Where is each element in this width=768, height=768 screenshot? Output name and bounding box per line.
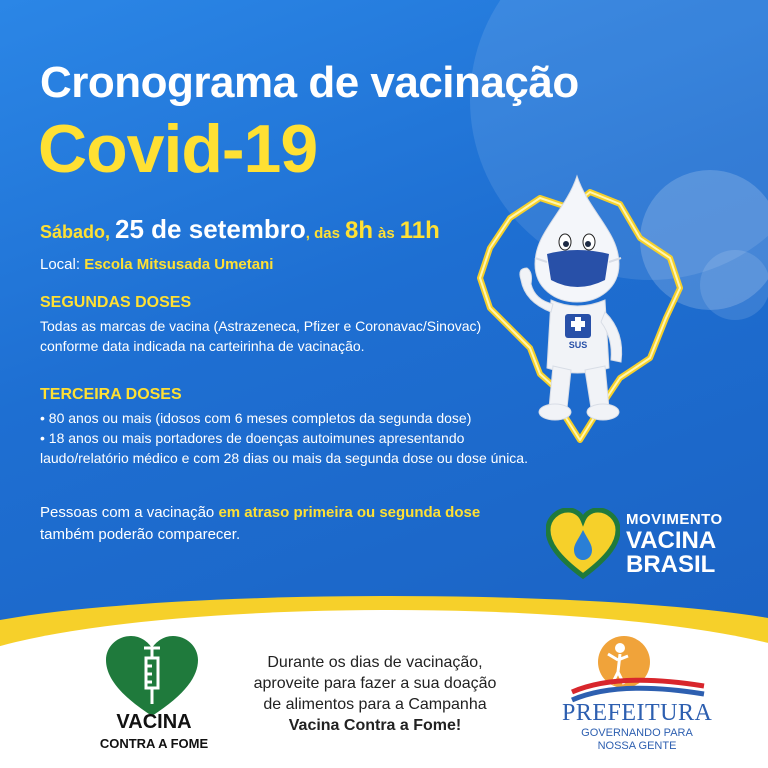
schedule-as: às [378,225,395,242]
donation-line: aproveite para fazer a sua doação [253,675,497,692]
schedule-location [40,256,273,273]
donation-line: de alimentos para a Campanha [263,696,487,713]
donation-campaign: Vacina Contra a Fome! [288,717,462,734]
donation-line: Durante os dias de vacinação, [267,654,483,671]
third-doses-line: • 18 anos ou mais portadores de doenças autoimunes apresentando [40,430,465,446]
headline-covid: Covid-19 [38,111,318,187]
schedule-end: 11h [399,217,440,244]
schedule-das: , das [305,225,340,242]
headline-title: Cronograma de vacinação [40,58,579,107]
third-doses-heading: TERCEIRA DOSES [40,386,182,403]
schedule-day: Sábado, [40,222,111,242]
schedule-start: 8h [344,217,373,244]
late-note-line2: também poderão comparecer. [40,526,241,543]
background-circle [700,250,768,320]
movimento-heart-icon [546,508,620,580]
third-doses-line: laudo/relatório médico e com 28 dias ou mais da segunda dose ou dose única. [40,450,528,466]
ze-gotinha-mascot [505,172,635,432]
movimento-word: MOVIMENTO [626,511,723,528]
vacina-contra-fome-logo [84,712,224,751]
sus-badge-label: SUS [568,340,588,350]
third-doses-section [40,386,528,468]
fome-logo-contra: CONTRA A FOME [99,736,209,751]
second-doses-line: Todas as marcas de vacina (Astrazeneca, Pfizer e Coronavac/Sinovac) [40,318,482,334]
fome-logo-vacina: VACINA [116,711,192,733]
late-vaccination-note [40,502,480,546]
late-note-text: Pessoas com a vacinação [40,504,215,521]
location-name: Escola Mitsusada Umetani [84,256,274,273]
vacina-contra-fome-heart-icon [104,634,200,718]
location-label: Local: [40,256,81,273]
schedule-date-line [40,214,440,245]
second-doses-heading: SEGUNDAS DOSES [40,294,192,311]
prefeitura-tagline: GOVERNANDO PARA [581,727,693,739]
vacina-word: VACINA [626,527,717,554]
schedule-date: 25 de setembro [115,214,306,244]
donation-message [232,652,518,736]
third-doses-line: • 80 anos ou mais (idosos com 6 meses completos da segunda dose) [40,410,472,426]
second-doses-line: conforme data indicada na carteirinha de vacinação. [40,338,365,354]
brasil-word: BRASIL [626,551,716,578]
movimento-vacina-brasil-logo [626,512,723,577]
prefeitura-logo [562,700,712,753]
second-doses-section [40,294,481,356]
late-note-highlight: em atraso primeira ou segunda dose [218,504,481,521]
prefeitura-tagline: NOSSA GENTE [597,740,677,752]
prefeitura-name: PREFEITURA [562,700,713,726]
